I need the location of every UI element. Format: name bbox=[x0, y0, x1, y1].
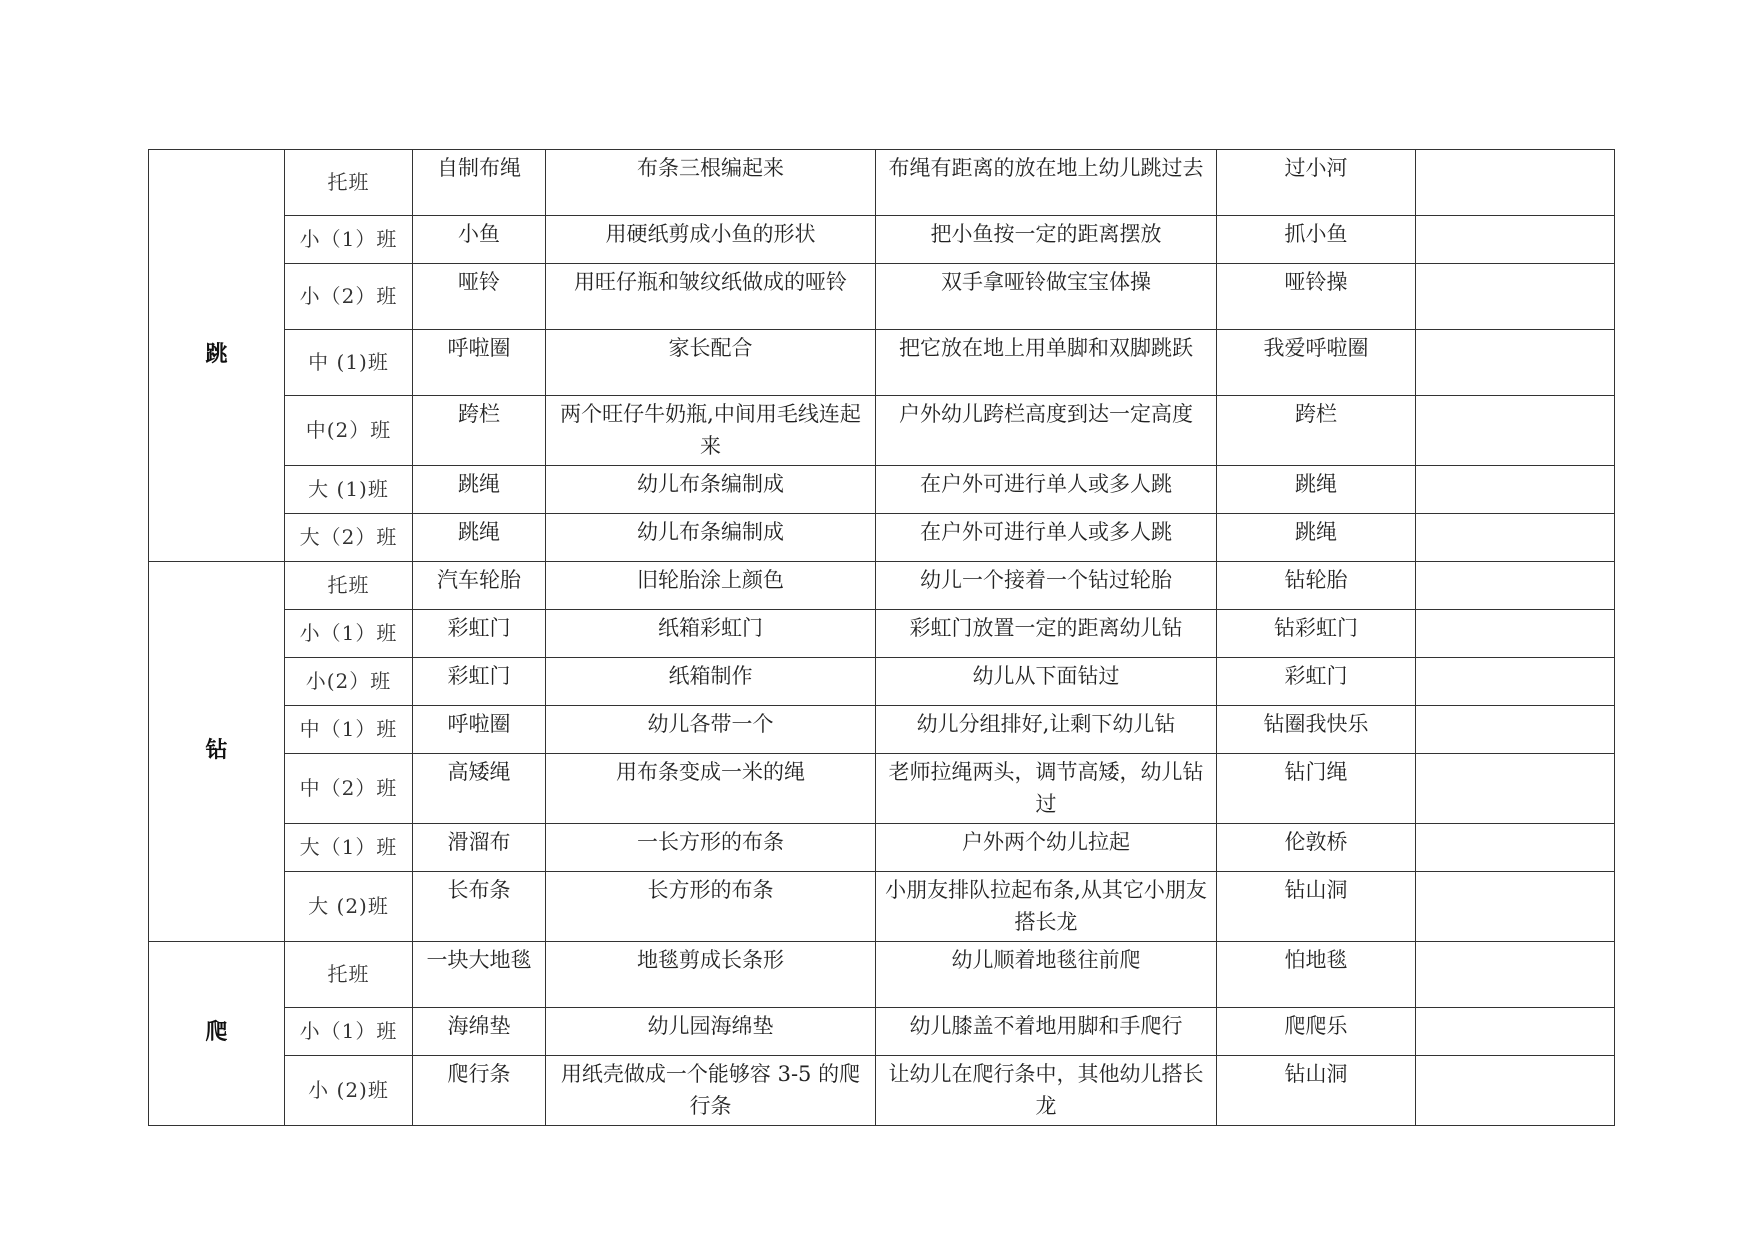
note-cell bbox=[1416, 658, 1615, 706]
material-cell: 自制布绳 bbox=[413, 150, 546, 216]
table-row bbox=[149, 942, 1615, 1008]
game-name-cell: 怕地毯 bbox=[1217, 942, 1416, 1008]
play-method-cell: 在户外可进行单人或多人跳 bbox=[876, 514, 1217, 562]
note-cell bbox=[1416, 1008, 1615, 1056]
note-cell bbox=[1416, 466, 1615, 514]
note-cell bbox=[1416, 150, 1615, 216]
game-name-cell: 钻圈我快乐 bbox=[1217, 706, 1416, 754]
play-method-cell: 幼儿顺着地毯往前爬 bbox=[876, 942, 1217, 1008]
method-cell: 用硬纸剪成小鱼的形状 bbox=[546, 216, 876, 264]
class-cell: 中（1）班 bbox=[285, 706, 413, 754]
material-cell: 呼啦圈 bbox=[413, 330, 546, 396]
material-cell: 小鱼 bbox=[413, 216, 546, 264]
class-cell: 中（2）班 bbox=[285, 754, 413, 824]
play-method-cell: 布绳有距离的放在地上幼儿跳过去 bbox=[876, 150, 1217, 216]
table-row bbox=[149, 216, 1615, 264]
class-cell: 小(2）班 bbox=[285, 658, 413, 706]
class-cell: 小（2）班 bbox=[285, 264, 413, 330]
class-cell: 大 (2)班 bbox=[285, 872, 413, 942]
class-cell: 托班 bbox=[285, 562, 413, 610]
class-cell: 小（1）班 bbox=[285, 216, 413, 264]
play-method-cell: 户外两个幼儿拉起 bbox=[876, 824, 1217, 872]
play-method-cell: 把它放在地上用单脚和双脚跳跃 bbox=[876, 330, 1217, 396]
table-row bbox=[149, 514, 1615, 562]
method-cell: 用旺仔瓶和皱纹纸做成的哑铃 bbox=[546, 264, 876, 330]
game-name-cell: 彩虹门 bbox=[1217, 658, 1416, 706]
category-cell: 爬 bbox=[149, 942, 285, 1126]
play-method-cell: 在户外可进行单人或多人跳 bbox=[876, 466, 1217, 514]
table-row bbox=[149, 824, 1615, 872]
note-cell bbox=[1416, 514, 1615, 562]
game-name-cell: 跳绳 bbox=[1217, 466, 1416, 514]
game-name-cell: 钻山洞 bbox=[1217, 1056, 1416, 1126]
method-cell: 纸箱彩虹门 bbox=[546, 610, 876, 658]
method-cell: 两个旺仔牛奶瓶,中间用毛线连起来 bbox=[546, 396, 876, 466]
table-row bbox=[149, 754, 1615, 824]
game-name-cell: 爬爬乐 bbox=[1217, 1008, 1416, 1056]
method-cell: 布条三根编起来 bbox=[546, 150, 876, 216]
class-cell: 中(2）班 bbox=[285, 396, 413, 466]
material-cell: 哑铃 bbox=[413, 264, 546, 330]
material-cell: 彩虹门 bbox=[413, 658, 546, 706]
method-cell: 旧轮胎涂上颜色 bbox=[546, 562, 876, 610]
material-cell: 汽车轮胎 bbox=[413, 562, 546, 610]
game-name-cell: 跨栏 bbox=[1217, 396, 1416, 466]
table-row bbox=[149, 1056, 1615, 1126]
game-name-cell: 钻彩虹门 bbox=[1217, 610, 1416, 658]
material-cell: 海绵垫 bbox=[413, 1008, 546, 1056]
method-cell: 幼儿园海绵垫 bbox=[546, 1008, 876, 1056]
material-cell: 爬行条 bbox=[413, 1056, 546, 1126]
class-cell: 托班 bbox=[285, 150, 413, 216]
game-name-cell: 钻轮胎 bbox=[1217, 562, 1416, 610]
method-cell: 长方形的布条 bbox=[546, 872, 876, 942]
note-cell bbox=[1416, 216, 1615, 264]
method-cell: 纸箱制作 bbox=[546, 658, 876, 706]
class-cell: 小（1）班 bbox=[285, 610, 413, 658]
table-row bbox=[149, 264, 1615, 330]
play-method-cell: 双手拿哑铃做宝宝体操 bbox=[876, 264, 1217, 330]
class-cell: 小 (2)班 bbox=[285, 1056, 413, 1126]
game-name-cell: 钻山洞 bbox=[1217, 872, 1416, 942]
material-cell: 跨栏 bbox=[413, 396, 546, 466]
material-cell: 彩虹门 bbox=[413, 610, 546, 658]
note-cell bbox=[1416, 872, 1615, 942]
note-cell bbox=[1416, 942, 1615, 1008]
method-cell: 用纸壳做成一个能够容 3-5 的爬行条 bbox=[546, 1056, 876, 1126]
class-cell: 大 (1)班 bbox=[285, 466, 413, 514]
table-row bbox=[149, 330, 1615, 396]
class-cell: 大（1）班 bbox=[285, 824, 413, 872]
method-cell: 一长方形的布条 bbox=[546, 824, 876, 872]
play-method-cell: 幼儿分组排好,让剩下幼儿钻 bbox=[876, 706, 1217, 754]
note-cell bbox=[1416, 562, 1615, 610]
method-cell: 家长配合 bbox=[546, 330, 876, 396]
play-method-cell: 彩虹门放置一定的距离幼儿钻 bbox=[876, 610, 1217, 658]
game-name-cell: 钻门绳 bbox=[1217, 754, 1416, 824]
class-cell: 中 (1)班 bbox=[285, 330, 413, 396]
table-row bbox=[149, 150, 1615, 216]
play-method-cell: 让幼儿在爬行条中，其他幼儿搭长龙 bbox=[876, 1056, 1217, 1126]
table-row bbox=[149, 396, 1615, 466]
note-cell bbox=[1416, 1056, 1615, 1126]
category-cell: 跳 bbox=[149, 150, 285, 562]
play-method-cell: 户外幼儿跨栏高度到达一定高度 bbox=[876, 396, 1217, 466]
game-name-cell: 过小河 bbox=[1217, 150, 1416, 216]
note-cell bbox=[1416, 396, 1615, 466]
method-cell: 幼儿各带一个 bbox=[546, 706, 876, 754]
material-cell: 呼啦圈 bbox=[413, 706, 546, 754]
table-row bbox=[149, 658, 1615, 706]
material-cell: 滑溜布 bbox=[413, 824, 546, 872]
method-cell: 用布条变成一米的绳 bbox=[546, 754, 876, 824]
material-cell: 高矮绳 bbox=[413, 754, 546, 824]
table-row bbox=[149, 706, 1615, 754]
material-cell: 长布条 bbox=[413, 872, 546, 942]
table-row bbox=[149, 872, 1615, 942]
play-method-cell: 幼儿膝盖不着地用脚和手爬行 bbox=[876, 1008, 1217, 1056]
note-cell bbox=[1416, 264, 1615, 330]
note-cell bbox=[1416, 706, 1615, 754]
note-cell bbox=[1416, 754, 1615, 824]
game-name-cell: 我爱呼啦圈 bbox=[1217, 330, 1416, 396]
category-cell: 钻 bbox=[149, 562, 285, 942]
material-cell: 跳绳 bbox=[413, 514, 546, 562]
table-body bbox=[149, 150, 1615, 1126]
play-method-cell: 幼儿一个接着一个钻过轮胎 bbox=[876, 562, 1217, 610]
table-row bbox=[149, 466, 1615, 514]
table-row bbox=[149, 610, 1615, 658]
play-method-cell: 幼儿从下面钻过 bbox=[876, 658, 1217, 706]
game-name-cell: 跳绳 bbox=[1217, 514, 1416, 562]
game-name-cell: 抓小鱼 bbox=[1217, 216, 1416, 264]
play-method-cell: 把小鱼按一定的距离摆放 bbox=[876, 216, 1217, 264]
game-name-cell: 伦敦桥 bbox=[1217, 824, 1416, 872]
class-cell: 大（2）班 bbox=[285, 514, 413, 562]
material-cell: 一块大地毯 bbox=[413, 942, 546, 1008]
play-method-cell: 小朋友排队拉起布条,从其它小朋友搭长龙 bbox=[876, 872, 1217, 942]
method-cell: 地毯剪成长条形 bbox=[546, 942, 876, 1008]
class-cell: 小（1）班 bbox=[285, 1008, 413, 1056]
note-cell bbox=[1416, 610, 1615, 658]
method-cell: 幼儿布条编制成 bbox=[546, 514, 876, 562]
method-cell: 幼儿布条编制成 bbox=[546, 466, 876, 514]
note-cell bbox=[1416, 330, 1615, 396]
note-cell bbox=[1416, 824, 1615, 872]
activity-table bbox=[148, 149, 1615, 1126]
table-row bbox=[149, 1008, 1615, 1056]
table-row bbox=[149, 562, 1615, 610]
game-name-cell: 哑铃操 bbox=[1217, 264, 1416, 330]
material-cell: 跳绳 bbox=[413, 466, 546, 514]
class-cell: 托班 bbox=[285, 942, 413, 1008]
play-method-cell: 老师拉绳两头，调节高矮，幼儿钻过 bbox=[876, 754, 1217, 824]
